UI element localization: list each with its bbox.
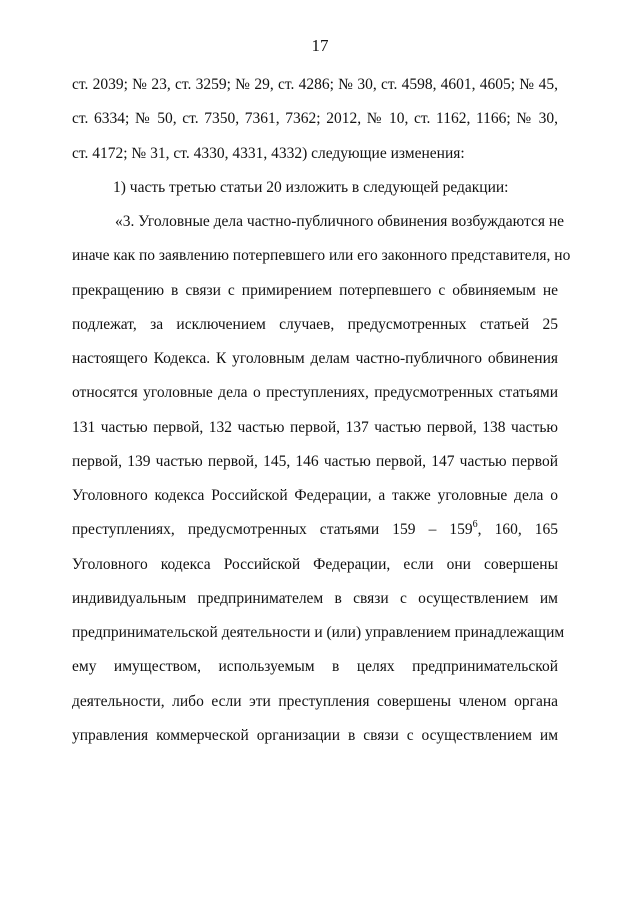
text-line: ст. 2039; № 23, ст. 3259; № 29, ст. 4286; № 30, ст. 4598, 4601, 4605; № 45, bbox=[72, 76, 558, 93]
text-line: ст. 6334; № 50, ст. 7350, 7361, 7362; 2012, № 10, ст. 1162, 1166; № 30, bbox=[72, 110, 558, 128]
text-line: прекращению в связи с примирением потерпевшего с обвиняемым не bbox=[72, 281, 558, 299]
text-line: управления коммерческой организации в связи с осуществлением им bbox=[72, 726, 558, 744]
text-line: «3. Уголовные дела частно-публичного обвинения возбуждаются не bbox=[115, 213, 565, 230]
text-line: ст. 4172; № 31, ст. 4330, 4331, 4332) следующие изменения: bbox=[72, 144, 465, 162]
text-line: предпринимательской деятельности и (или) управлением принадлежащим bbox=[72, 624, 565, 641]
text-line: индивидуальным предпринимателем в связи с осуществлением им bbox=[72, 589, 558, 607]
text-line: относятся уголовные дела о преступлениях, предусмотренных статьями bbox=[72, 384, 558, 402]
page-number: 17 bbox=[311, 36, 329, 55]
text-line-with-superscript bbox=[72, 513, 558, 547]
text-line: первой, 139 частью первой, 145, 146 частью первой, 147 частью первой bbox=[72, 452, 558, 470]
text-line: Уголовного кодекса Российской Федерации, если они совершены bbox=[72, 555, 558, 573]
text-line: ему имуществом, используемым в целях предпринимательской bbox=[72, 658, 558, 676]
superscript: 6 bbox=[472, 519, 478, 531]
text-line: подлежат, за исключением случаев, предусмотренных статьей 25 bbox=[72, 315, 558, 333]
text-segment: преступлениях, предусмотренных статьями 159 – 159 bbox=[72, 521, 473, 539]
text-line: 131 частью первой, 132 частью первой, 137 частью первой, 138 частью bbox=[72, 418, 558, 436]
text-segment: , 160, 165 bbox=[477, 521, 559, 539]
text-line: Уголовного кодекса Российской Федерации, а также уголовные дела о bbox=[72, 487, 558, 504]
text-line: деятельности, либо если эти преступления совершены членом органа bbox=[72, 692, 558, 710]
text-line: настоящего Кодекса. К уголовным делам частно-публичного обвинения bbox=[72, 350, 558, 367]
document-body bbox=[72, 68, 571, 753]
text-line: 1) часть третью статьи 20 изложить в следующей редакции: bbox=[113, 178, 509, 196]
text-line: иначе как по заявлению потерпевшего или его законного представителя, но bbox=[72, 247, 571, 265]
